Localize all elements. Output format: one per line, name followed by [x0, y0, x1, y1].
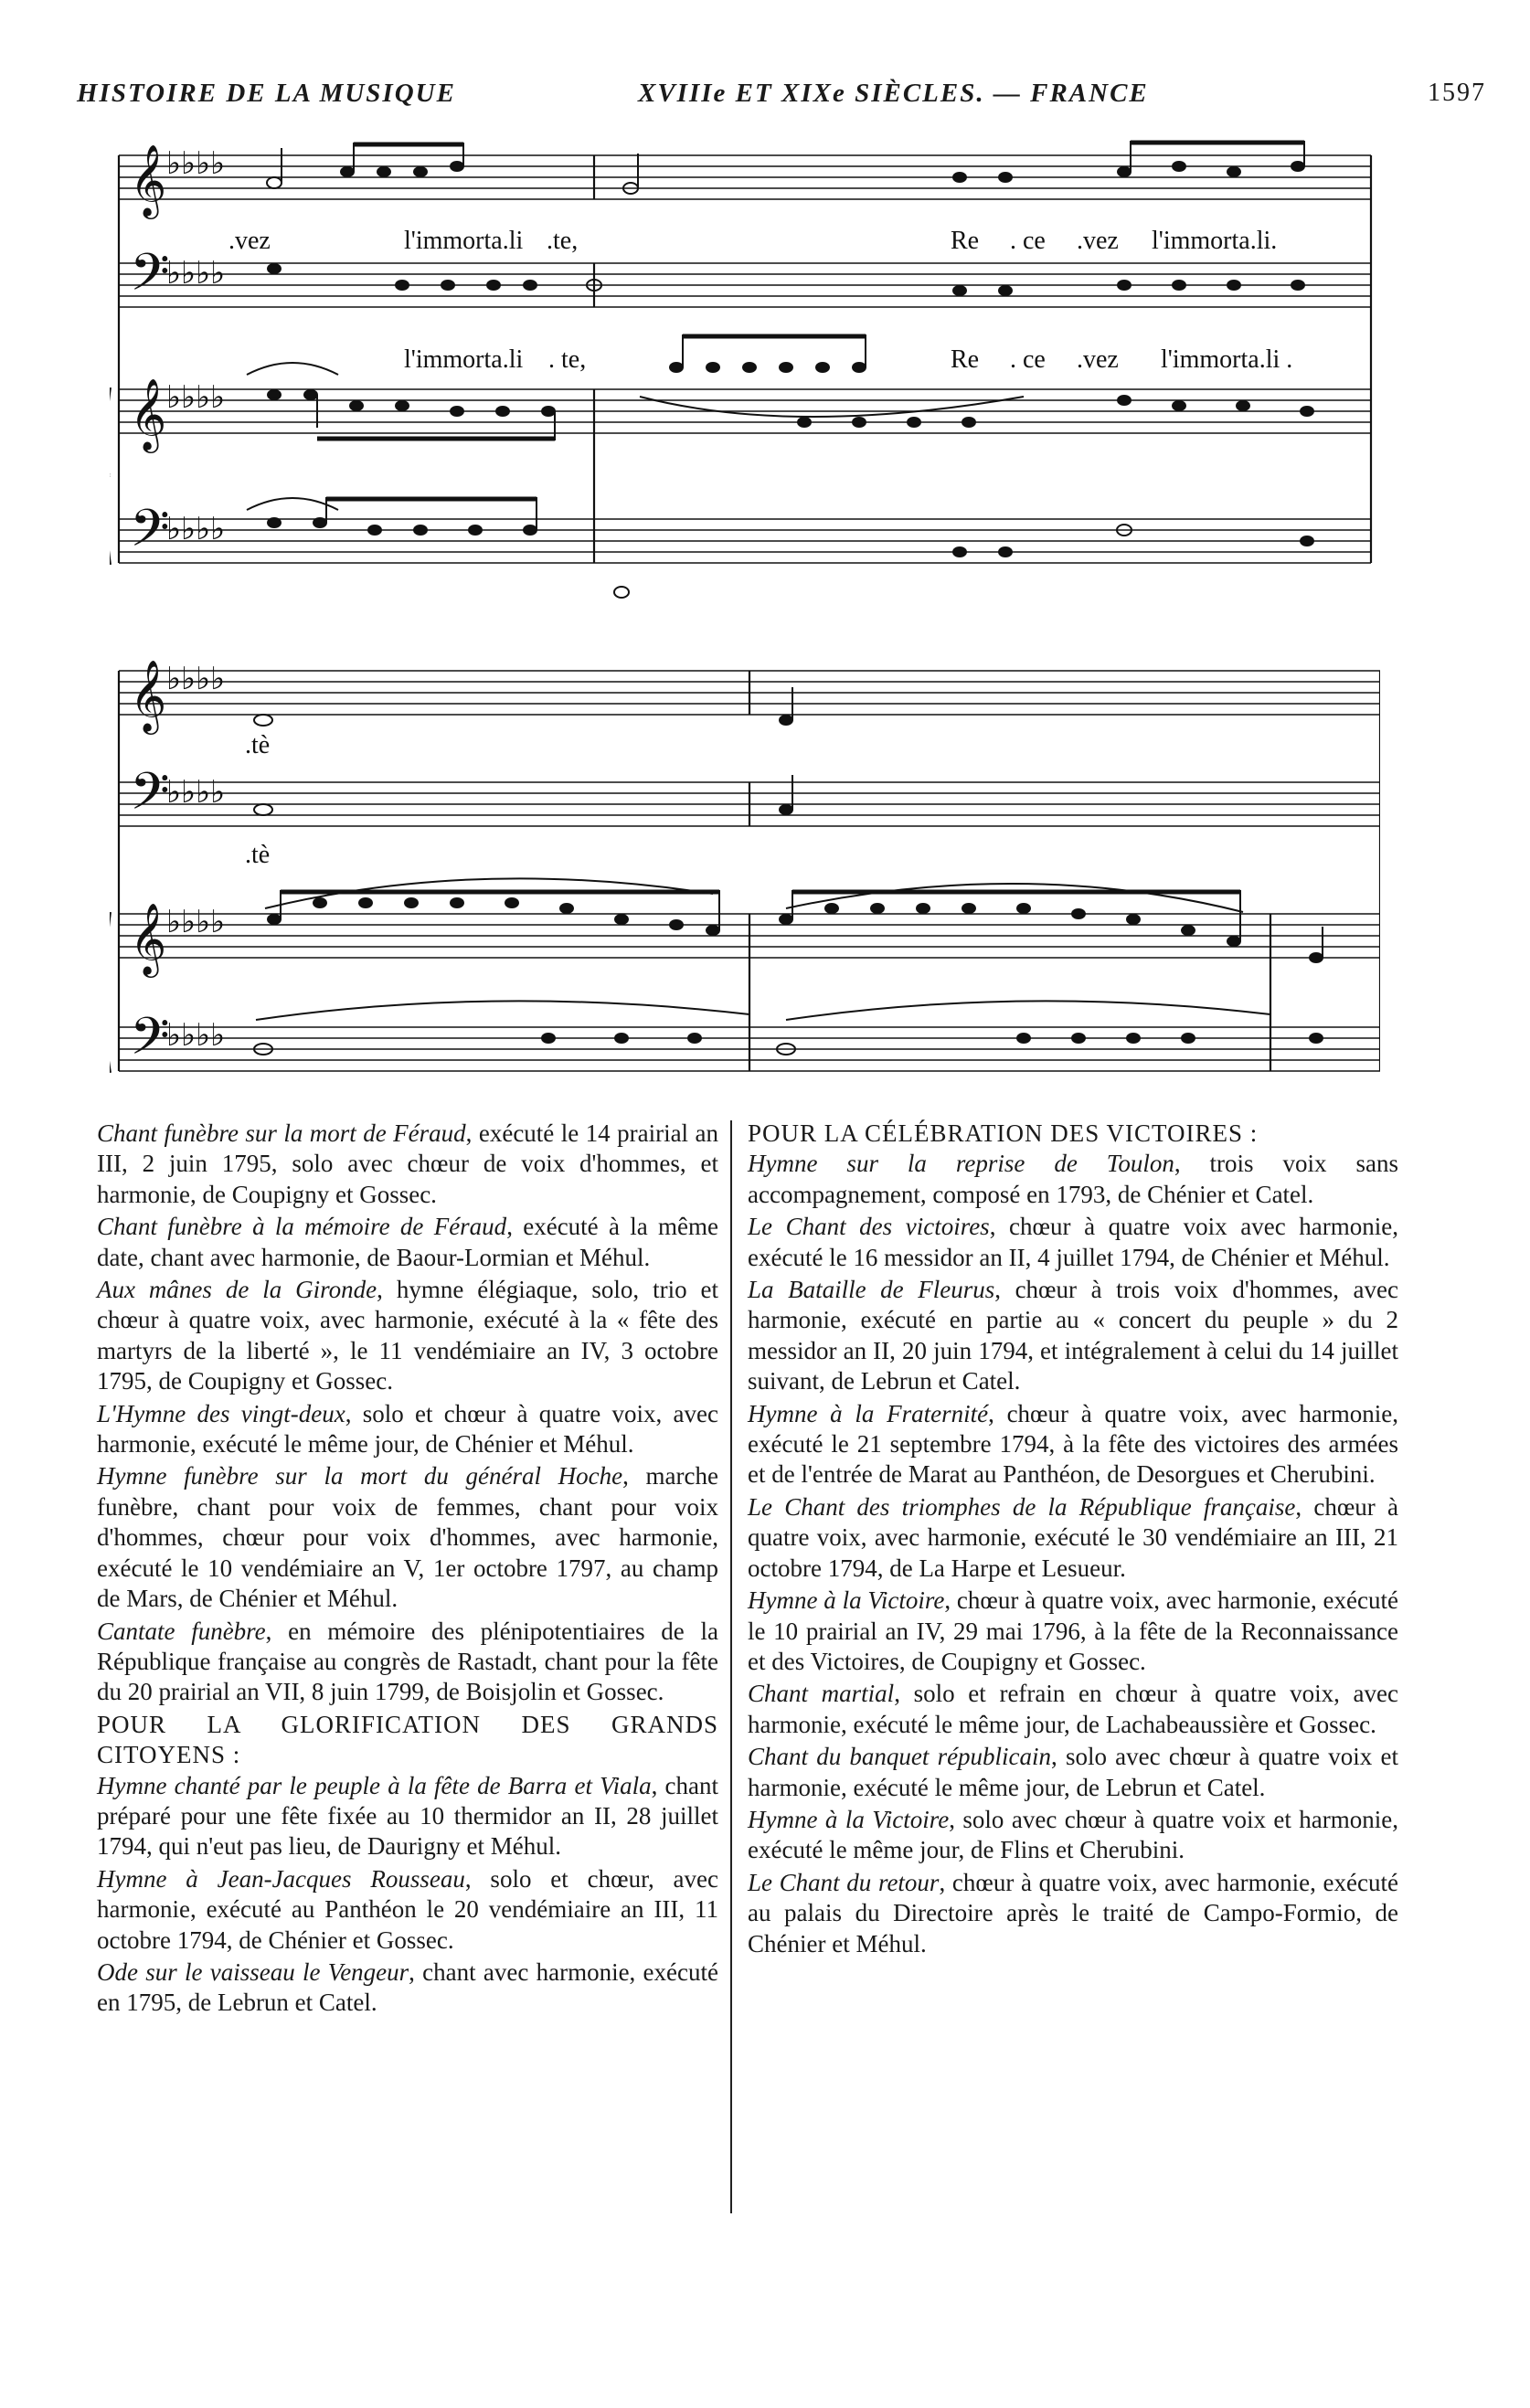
work-description: , solo et refrain en chœur à quatre voix, avec harmonie, exécuté le même jour, de Lachabeaussière et Gossec. [748, 1680, 1398, 1738]
work-entry [748, 1149, 1398, 1210]
work-title: L'Hymne des vingt-deux [97, 1399, 345, 1427]
svg-text:𝄞: 𝄞 [130, 379, 167, 449]
notes [254, 141, 1323, 1055]
work-description: , chant avec harmonie, exécuté en 1795, de Lebrun et Catel. [97, 1957, 718, 2017]
svg-text:𝄢: 𝄢 [130, 763, 170, 833]
work-description: , chœur à quatre voix, avec harmonie, exécuté le 21 septembre 1794, à la fête des victoires des armées et de l'entrée de Marat au Panthéon, de Desorgues et Cherubini. [748, 1399, 1398, 1489]
work-entry [748, 1399, 1398, 1490]
lyric: l'immorta.li [404, 345, 524, 374]
lyrics [228, 227, 1292, 869]
work-entry [748, 1868, 1398, 1959]
left-column [97, 1119, 718, 2021]
work-description: , solo avec chœur à quatre voix et harmonie, exécuté le même jour, de Lebrun et Catel. [748, 1743, 1398, 1801]
work-entry [748, 1742, 1398, 1803]
svg-text:𝄞: 𝄞 [130, 904, 167, 973]
right-column [748, 1119, 1398, 1961]
work-description: , solo avec chœur à quatre voix et harmonie, exécuté le même jour, de Flins et Cherubini. [748, 1805, 1399, 1864]
work-title: Hymne sur la reprise de Toulon [748, 1150, 1174, 1178]
work-title: Hymne à la Victoire [748, 1586, 945, 1615]
work-title: Hymne à la Fraternité [748, 1399, 989, 1427]
svg-text:♭♭♭♭: ♭♭♭♭ [166, 257, 226, 291]
work-entry [97, 1119, 718, 1210]
lyric: . ce [1010, 345, 1046, 374]
svg-text:♭♭♭♭: ♭♭♭♭ [166, 906, 226, 939]
work-title: Le Chant des triomphes de la République française [748, 1492, 1296, 1521]
work-entry [748, 1492, 1398, 1584]
lyric: .vez [228, 227, 271, 255]
svg-text:𝄢: 𝄢 [130, 1008, 170, 1077]
clefs [130, 145, 170, 1077]
lyric: Re [951, 345, 980, 374]
work-entry [97, 1864, 718, 1956]
work-description: , chant préparé pour une fête fixée au 10 thermidor an II, 28 juillet 1794, qui n'eut pas lieu, de Daurigny et Méhul. [97, 1771, 718, 1861]
lyric: .tè [245, 841, 271, 869]
running-header [77, 79, 1486, 115]
work-entry [97, 1957, 718, 2019]
work-title: Chant funèbre sur la mort de Féraud [97, 1119, 466, 1147]
lyric: .vez [1077, 227, 1119, 255]
work-entry [97, 1617, 718, 1708]
work-description: , solo et chœur à quatre voix, avec harmonie, exécuté le même jour, de Chénier et Méhul. [97, 1399, 718, 1459]
svg-text:𝄞: 𝄞 [130, 145, 167, 215]
work-description: , trois voix sans accompagnement, composé en 1793, de Chénier et Catel. [748, 1150, 1398, 1208]
work-description: , hymne élégiaque, solo, trio et chœur à quatre voix, avec harmonie, exécuté à la « fête des martyrs de la liberté », le 11 vendémiaire an IV, 3 octobre 1795, de Coupigny et Gossec. [97, 1276, 718, 1395]
work-description: , chœur à quatre voix, avec harmonie, exécuté au palais du Directoire après le traité de Campo-Formio, de Chénier et Méhul. [748, 1868, 1398, 1957]
work-entry [748, 1679, 1398, 1740]
work-entry [97, 1212, 718, 1273]
lyric: .tè [245, 731, 271, 759]
work-title: Cantate funèbre [97, 1617, 266, 1645]
work-title: Aux mânes de la Gironde [97, 1276, 377, 1304]
work-description: , chœur à trois voix d'hommes, avec harmonie, exécuté en partie au « concert du peuple » du 2 messidor an II, 20 juin 1794, et intégralement à celui du 14 juillet suivant, de Lebrun et Catel. [748, 1276, 1398, 1395]
svg-text:𝄢: 𝄢 [130, 244, 170, 313]
lyric: l'immorta.li. [1152, 227, 1278, 255]
header-title: HISTOIRE DE LA MUSIQUE [77, 79, 456, 108]
slurs [247, 363, 1270, 1020]
section-heading: POUR LA CÉLÉBRATION DES VICTOIRES : [748, 1119, 1259, 1147]
work-description: , chœur à quatre voix avec harmonie, exécuté le 16 messidor an II, 4 juillet 1794, de Chénier et Méhul. [748, 1213, 1398, 1271]
svg-text:♭♭♭♭: ♭♭♭♭ [166, 381, 226, 415]
work-title: Le Chant des victoires [748, 1213, 990, 1241]
work-title: Chant martial [748, 1680, 895, 1708]
work-title: Chant du banquet républicain [748, 1743, 1052, 1771]
key-signatures [166, 147, 225, 1053]
work-entry [97, 1461, 718, 1614]
work-title: Hymne à la Victoire [748, 1805, 950, 1833]
svg-text:♭♭♭♭: ♭♭♭♭ [166, 663, 226, 696]
svg-text:𝄞: 𝄞 [130, 661, 167, 730]
header-section: XVIIIe ET XIXe SIÈCLES. — FRANCE [638, 79, 1149, 108]
work-description: , marche funèbre, chant pour voix de femmes, chant pour voix d'hommes, chœur pour voix d'hommes, avec harmonie, exécuté le 10 vendémiaire an V, 1er octobre 1797, au champ de Mars, de Chénier et Méhul. [97, 1462, 718, 1613]
svg-text:♭♭♭♭: ♭♭♭♭ [166, 776, 226, 810]
lyric: . te, [548, 345, 587, 374]
lyric: .vez [1077, 345, 1119, 374]
work-entry [748, 1212, 1398, 1273]
section-heading: POUR LA GLORIFICATION DES GRANDS CITOYENS : [97, 1710, 718, 1769]
work-description: , solo et chœur, avec harmonie, exécuté au Panthéon le 20 vendémiaire an III, 11 octobre 1794, de Chénier et Gossec. [97, 1864, 719, 1954]
work-description: , exécuté le 14 prairial an III, 2 juin 1795, solo avec chœur de voix d'hommes, et harmonie, de Coupigny et Gossec. [97, 1119, 718, 1208]
work-entry [748, 1805, 1398, 1866]
lyric: l'immorta.li [404, 227, 524, 255]
work-title: Hymne chanté par le peuple à la fête de Barra et Viala [97, 1771, 652, 1799]
lyric: .te, [547, 227, 579, 255]
lyric: l'immorta.li . [1161, 345, 1293, 374]
work-title: La Bataille de Fleurus [748, 1276, 995, 1304]
work-entry [97, 1399, 718, 1460]
work-description: , en mémoire des plénipotentiaires de la République française au congrès de Rastadt, chant pour la fête du 20 prairial an VII, 8 juin 1799, de Boisjolin et Gossec. [97, 1617, 718, 1706]
work-entry [97, 1275, 718, 1397]
work-title: Ode sur le vaisseau le Vengeur [97, 1957, 409, 1986]
work-entry [97, 1771, 718, 1862]
work-title: Hymne funèbre sur la mort du général Hoche [97, 1462, 623, 1490]
work-title: Chant funèbre à la mémoire de Féraud [97, 1213, 507, 1241]
page-number: 1597 [1428, 79, 1486, 107]
work-title: Hymne à Jean-Jacques Rousseau [97, 1864, 465, 1893]
svg-text:♭♭♭♭: ♭♭♭♭ [166, 147, 226, 181]
work-entry [748, 1275, 1398, 1397]
column-divider [730, 1120, 732, 2213]
work-description: , chœur à quatre voix, avec harmonie, exécuté le 30 vendémiaire an III, 21 octobre 1794, de La Harpe et Lesueur. [748, 1492, 1398, 1582]
lyric: Re [951, 227, 980, 255]
svg-text:♭♭♭♭: ♭♭♭♭ [166, 513, 226, 546]
svg-text:♭♭♭♭: ♭♭♭♭ [166, 1019, 226, 1053]
work-entry [748, 1586, 1398, 1677]
music-score [110, 135, 1380, 1109]
work-description: , chœur à quatre voix, avec harmonie, exécuté le 10 prairial an IV, 29 mai 1796, à la fête de la Reconnaissance et des Victoires, de Coupigny et Gossec. [748, 1586, 1398, 1675]
svg-text:𝄢: 𝄢 [130, 500, 170, 569]
lyric: . ce [1010, 227, 1046, 255]
work-title: Le Chant du retour [748, 1868, 940, 1896]
work-description: , exécuté à la même date, chant avec harmonie, de Baour-Lormian et Méhul. [97, 1213, 718, 1271]
